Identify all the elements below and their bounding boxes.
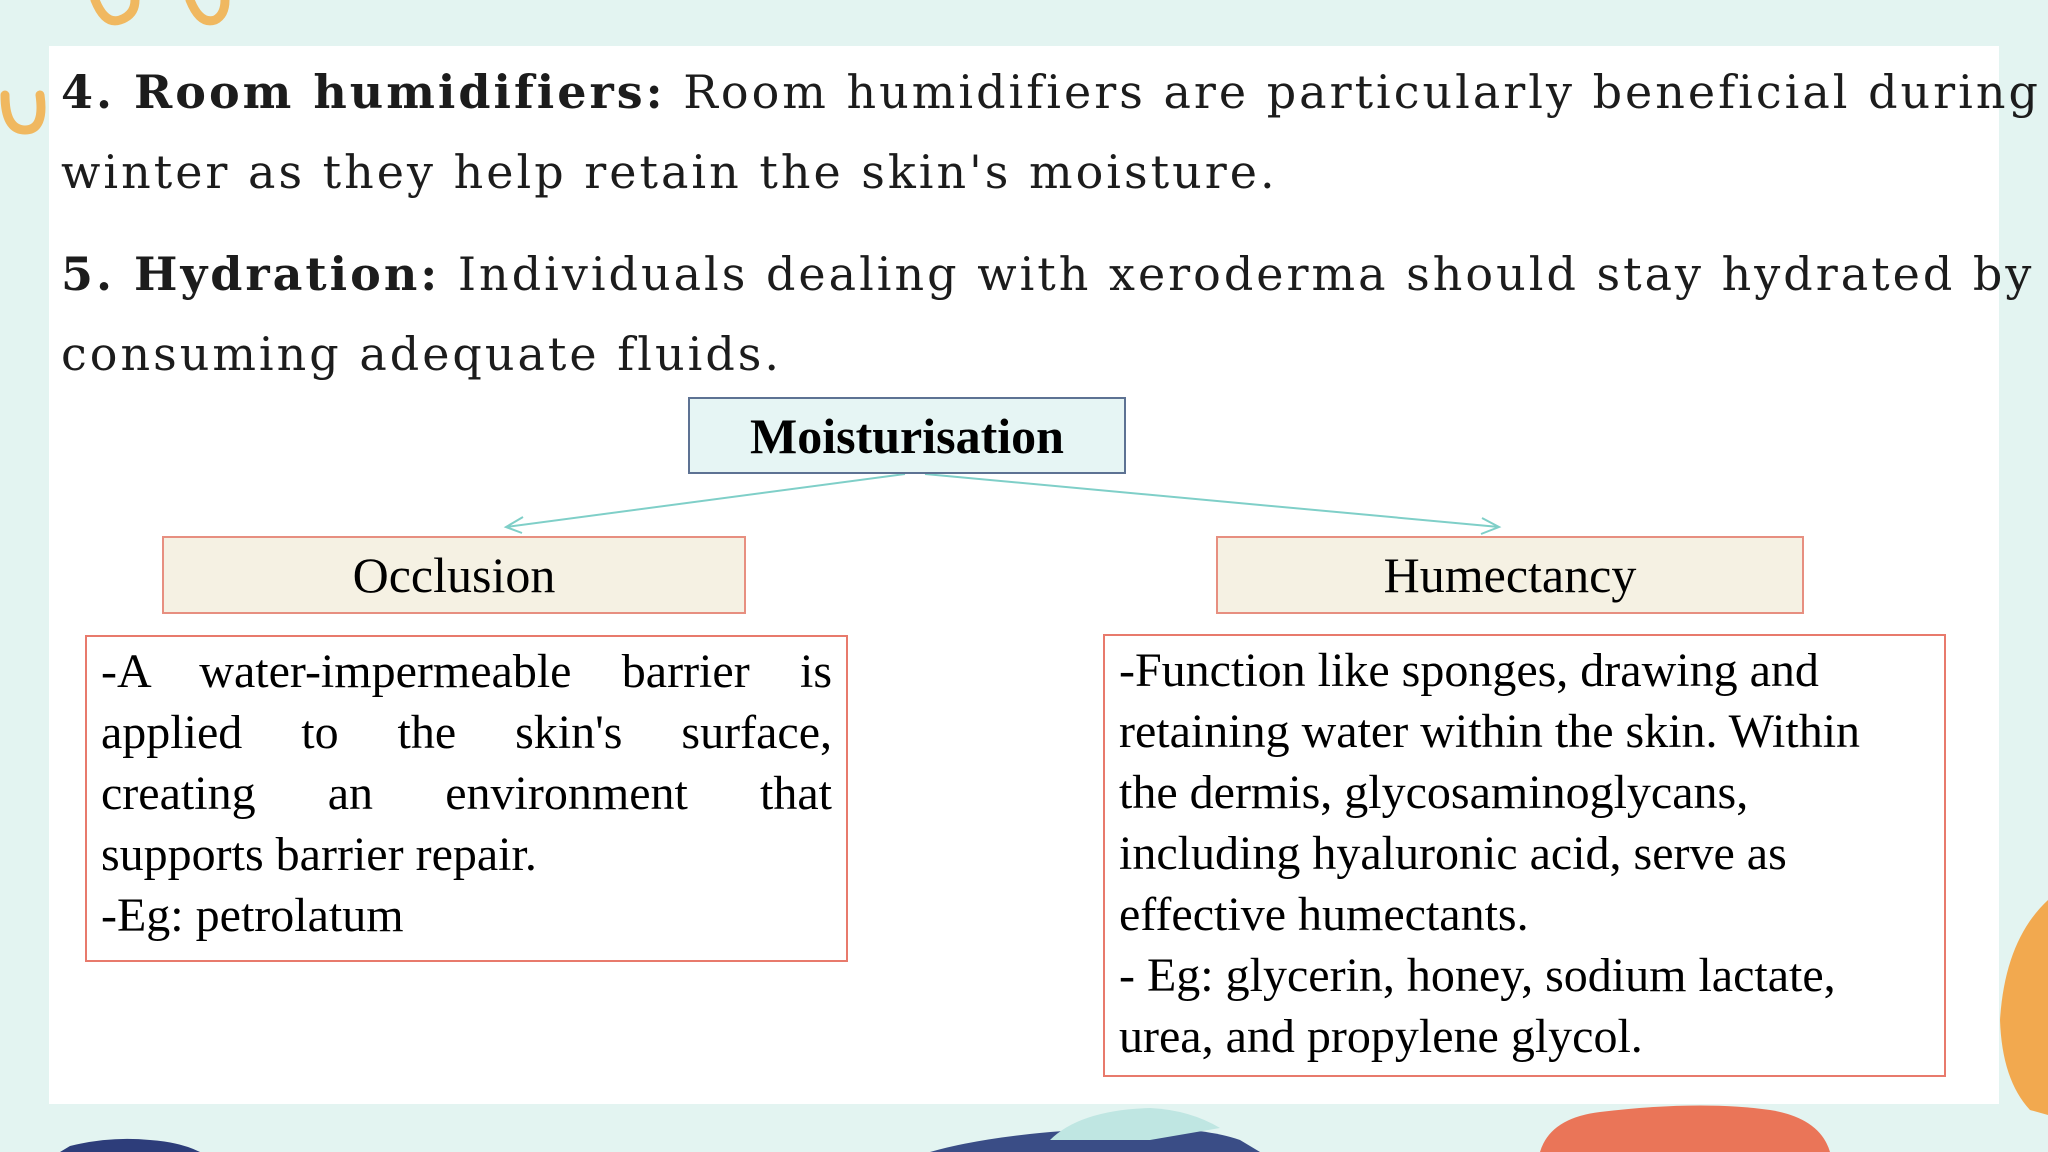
occlusion-description-box (85, 635, 848, 962)
paragraph-text: Individuals dealing with xeroderma should stay hydrated by (457, 247, 2035, 301)
description-line: creating an environment that (101, 767, 832, 820)
description-line: including hyaluronic acid, serve as (1119, 827, 1787, 880)
humectancy-title-box: Humectancy (1216, 536, 1804, 614)
paragraph-heading: 4. Room humidifiers: (61, 65, 666, 119)
description-line: - Eg: glycerin, honey, sodium lactate, (1119, 949, 1836, 1002)
description-line: -Eg: petrolatum (101, 889, 404, 942)
moisturisation-root-box: Moisturisation (688, 397, 1126, 474)
description-line: supports barrier repair. (101, 828, 537, 881)
paragraph-text: Room humidifiers are particularly beneficial during (683, 65, 2041, 119)
description-line: retaining water within the skin. Within (1119, 705, 1861, 758)
description-line: -A water-impermeable barrier is (101, 645, 832, 698)
paragraph-text: consuming adequate fluids. (61, 327, 783, 381)
paragraph-heading: 5. Hydration: (61, 247, 441, 301)
description-line: urea, and propylene glycol. (1119, 1010, 1643, 1063)
description-line: effective humectants. (1119, 888, 1529, 941)
description-line: the dermis, glycosaminoglycans, (1119, 766, 1749, 819)
connector-arrow-right (925, 474, 1499, 527)
occlusion-title-box: Occlusion (162, 536, 746, 614)
connector-arrow-left (506, 474, 905, 527)
paragraph-text: winter as they help retain the skin's moisture. (61, 145, 1278, 199)
description-line: applied to the skin's surface, (101, 706, 832, 759)
description-line: -Function like sponges, drawing and (1119, 644, 1819, 697)
humectancy-description-box (1103, 634, 1946, 1077)
